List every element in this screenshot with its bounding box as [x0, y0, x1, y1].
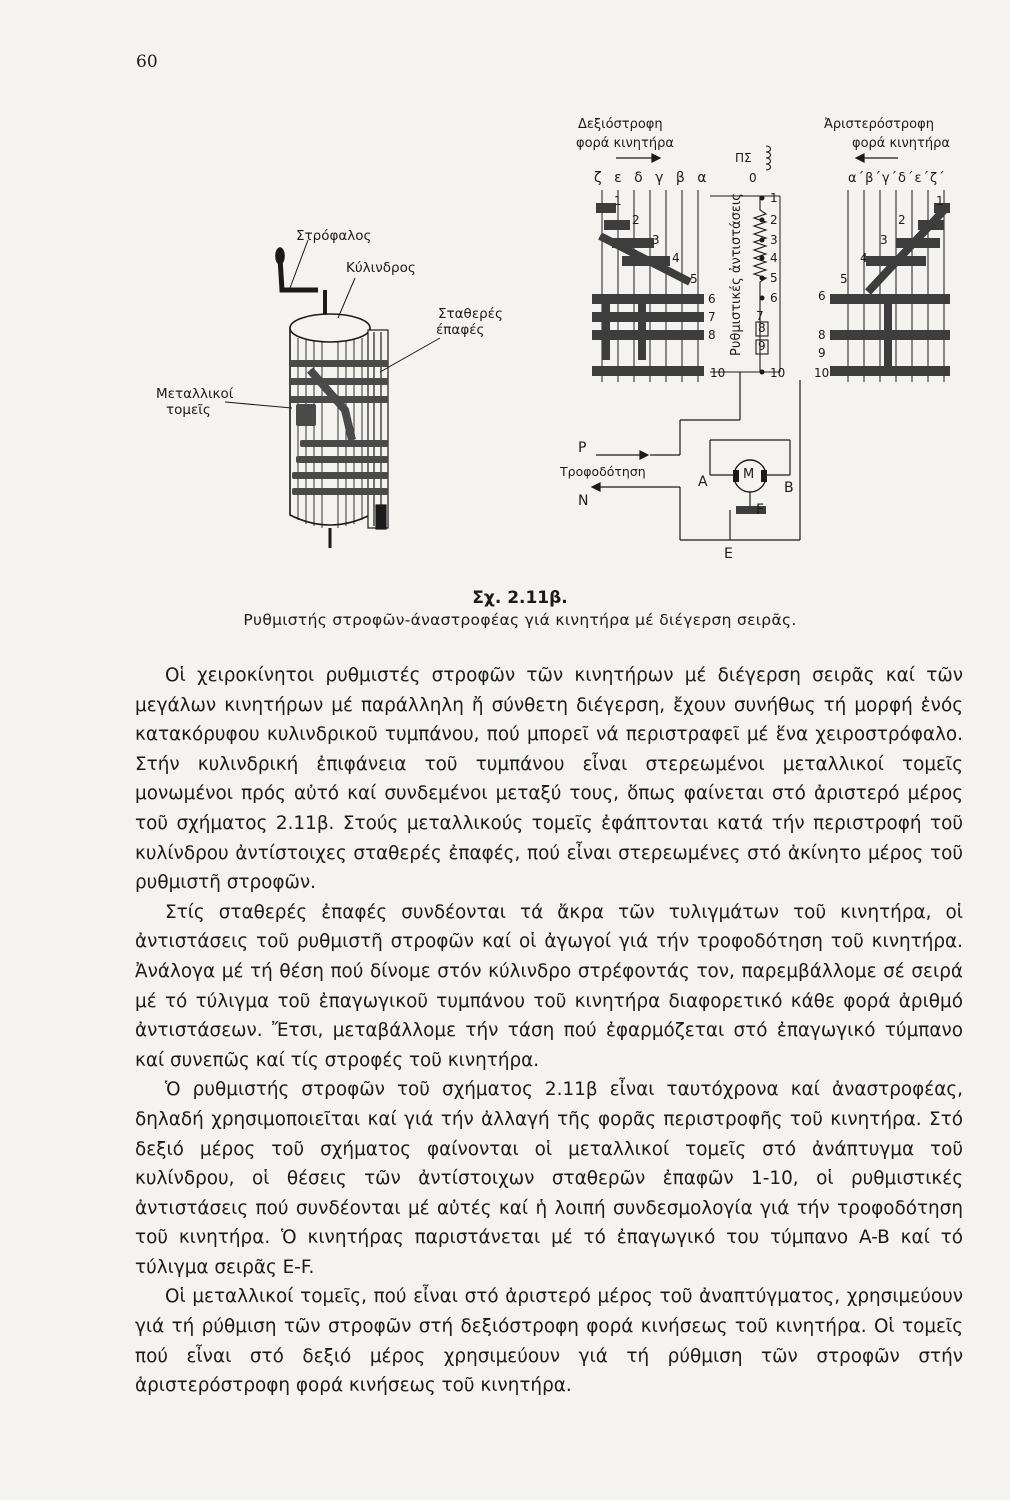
svg-text:1: 1 — [936, 194, 944, 208]
right-letters: α΄β΄γ΄δ΄ε΄ζ΄ — [848, 171, 946, 186]
label-crank: Στρόφαλος — [296, 228, 372, 244]
label-fixed-contacts-1: Σταθερές — [438, 306, 503, 322]
figure-caption-title: Σχ. 2.11β. — [472, 588, 568, 608]
figure-2-11b — [0, 0, 1010, 600]
label-ps: ΠΣ — [735, 151, 752, 165]
cylinder-body — [290, 328, 370, 525]
svg-text:6: 6 — [818, 289, 826, 303]
svg-text:4: 4 — [770, 251, 778, 265]
figure-caption-text: Ρυθμιστής στροφῶν-άναστροφέας γιά κινητήρα μέ διέγερση σειρᾶς. — [243, 611, 797, 629]
svg-text:10: 10 — [770, 366, 786, 380]
svg-text:5: 5 — [690, 272, 698, 286]
svg-text:1: 1 — [614, 194, 622, 208]
svg-text:3: 3 — [880, 233, 888, 247]
svg-text:5: 5 — [840, 272, 848, 286]
svg-text:2: 2 — [898, 213, 906, 227]
label-zero: 0 — [749, 171, 757, 185]
svg-text:4: 4 — [860, 251, 868, 265]
label-m: M — [743, 467, 755, 482]
svg-text:10: 10 — [814, 366, 830, 380]
label-a: A — [698, 474, 708, 490]
svg-text:7: 7 — [756, 309, 764, 323]
paragraph: Ὁ ρυθμιστής στροφῶν τοῦ σχήματος 2.11β εἶναι ταυτόχρονα καί ἀναστροφέας, δηλαδή χρησιμοποιεῖται καί γιά τήν ἀλλαγή τῆς φορᾶς περιστροφῆς τοῦ κινητήρα. Στό δεξιό μέρος τοῦ σχήματος φαίνονται οἱ μεταλλικοί τομεῖς στό ἀνάπτυγμα τοῦ κυλίνδρου, οἱ θέσεις τῶν ἀντίστοιχων σταθερῶν ἐπαφῶν 1-10, οἱ ρυθμιστικές ἀντιστάσεις πού συνδέονται μέ αὐτές καί ἡ λοιπή συνδεσμολογία γιά τήν τροφοδότηση τοῦ κινητήρα. Ὁ κινητήρας παριστάνεται μέ τό ἐπαγωγικό του τύμπανο A-B καί τό τύλιγμα σειρᾶς E-F. — [135, 1079, 963, 1278]
svg-text:9: 9 — [818, 346, 826, 360]
left-sectors — [592, 203, 704, 376]
svg-text:4: 4 — [672, 251, 680, 265]
body-text — [135, 661, 963, 1401]
left-letters: ζ ε δ γ β α — [594, 170, 711, 186]
svg-text:5: 5 — [770, 271, 778, 285]
drum-illustration — [225, 240, 440, 548]
label-ccw-1: Ἀριστερόστροφη — [824, 117, 934, 132]
paragraph: Οἱ μεταλλικοί τομεῖς, πού εἶναι στό ἀριστερό μέρος τοῦ ἀναπτύγματος, χρησιμεύουν γιά τή ρύθμιση τῶν στροφῶν στή δεξιόστροφη φορά κινήσεως τοῦ κινητήρα. Οἱ τομεῖς πού εἶναι στό δεξιό μέρος χρησιμεύουν γιά τή ρύθμιση τῶν στροφῶν στήν ἀριστερόστροφη φορά κινήσεως τοῦ κινητήρα. — [135, 1286, 963, 1397]
direction-arrows — [616, 154, 898, 162]
svg-text:7: 7 — [708, 310, 716, 324]
label-supply: Τροφοδότηση — [560, 464, 646, 479]
label-resistors: Ρυθμιστικές ἀντιστάσεις — [729, 193, 744, 356]
label-metal-sectors-1: Μεταλλικοί — [156, 386, 234, 402]
label-n: N — [578, 493, 589, 509]
label-metal-sectors-2: τομεῖς — [166, 402, 211, 418]
svg-text:2: 2 — [632, 213, 640, 227]
svg-text:10: 10 — [710, 366, 726, 380]
svg-text:6: 6 — [770, 291, 778, 305]
label-f: F — [756, 502, 765, 518]
svg-text:8: 8 — [758, 321, 766, 335]
label-cw-1: Δεξιόστροφη — [578, 117, 663, 132]
paragraph: Στίς σταθερές ἐπαφές συνδέονται τά ἄκρα τῶν τυλιγμάτων τοῦ κινητήρα, οἱ ἀντιστάσεις τοῦ ρυθμιστῆ στροφῶν καί οἱ ἀγωγοί γιά τήν τροφοδότηση τοῦ κινητήρα. Ἀνάλογα μέ τή θέση πού δίνομε στόν κύλινδρο στρέφοντάς τον, παρεμβάλλομε σέ σειρά μέ τό τύλιγμα τοῦ ἐπαγωγικοῦ τυμπάνου τοῦ κινητήρα διαφορετικό κάθε φορά ἀριθμό ἀντιστάσεων. Ἔτσι, μεταβάλλομε τήν τάση πού ἐφαρμόζεται στό ἐπαγωγικό τύμπανο καί συνεπῶς καί τίς στροφές τοῦ κινητήρα. — [135, 901, 963, 1071]
paragraph: Οἱ χειροκίνητοι ρυθμιστές στροφῶν τῶν κινητήρων μέ διέγερση σειρᾶς καί τῶν μεγάλων κινητήρων μέ παράλληλη ἤ σύνθετη διέγερση, ἔχουν συνήθως τή μορφή ἑνός κατακόρυφου κυλινδρικοῦ τυμπάνου, πού μπορεῖ νά περιστραφεῖ μέ ἕνα χειροστρόφαλο. Στήν κυλινδρική ἐπιφάνεια τοῦ τυμπάνου εἶναι στερεωμένοι μεταλλικοί τομεῖς μονωμένοι πρός αὐτό καί συνδεμένοι μεταξύ τους, ὅπως φαίνεται στό ἀριστερό μέρος τοῦ σχήματος 2.11β. Στούς μεταλλικούς τομεῖς ἐφάπτονται κατά τήν περιστροφή τοῦ κυλίνδρου ἀντίστοιχες σταθερές ἐπαφές, πού εἶναι στερεωμένες στό ἀκίνητο μέρος τοῦ ρυθμιστῆ στροφῶν. — [135, 665, 963, 894]
svg-text:3: 3 — [770, 233, 778, 247]
svg-text:3: 3 — [652, 233, 660, 247]
svg-text:1: 1 — [770, 191, 778, 205]
supply-wiring — [592, 372, 800, 540]
label-cylinder: Κύλινδρος — [346, 260, 416, 276]
svg-text:8: 8 — [818, 328, 826, 342]
left-contact-numbers — [614, 194, 725, 380]
label-b: B — [784, 480, 794, 496]
svg-text:6: 6 — [708, 292, 716, 306]
label-ccw-2: φορά κινητήρα — [852, 136, 950, 151]
label-fixed-contacts-2: έπαφές — [436, 322, 485, 338]
svg-text:9: 9 — [758, 339, 766, 353]
label-cw-2: φορά κινητήρα — [576, 136, 674, 151]
svg-text:2: 2 — [770, 213, 778, 227]
label-p: P — [578, 440, 587, 456]
label-e: E — [724, 546, 733, 562]
page-number: 60 — [136, 52, 158, 72]
svg-text:8: 8 — [708, 328, 716, 342]
